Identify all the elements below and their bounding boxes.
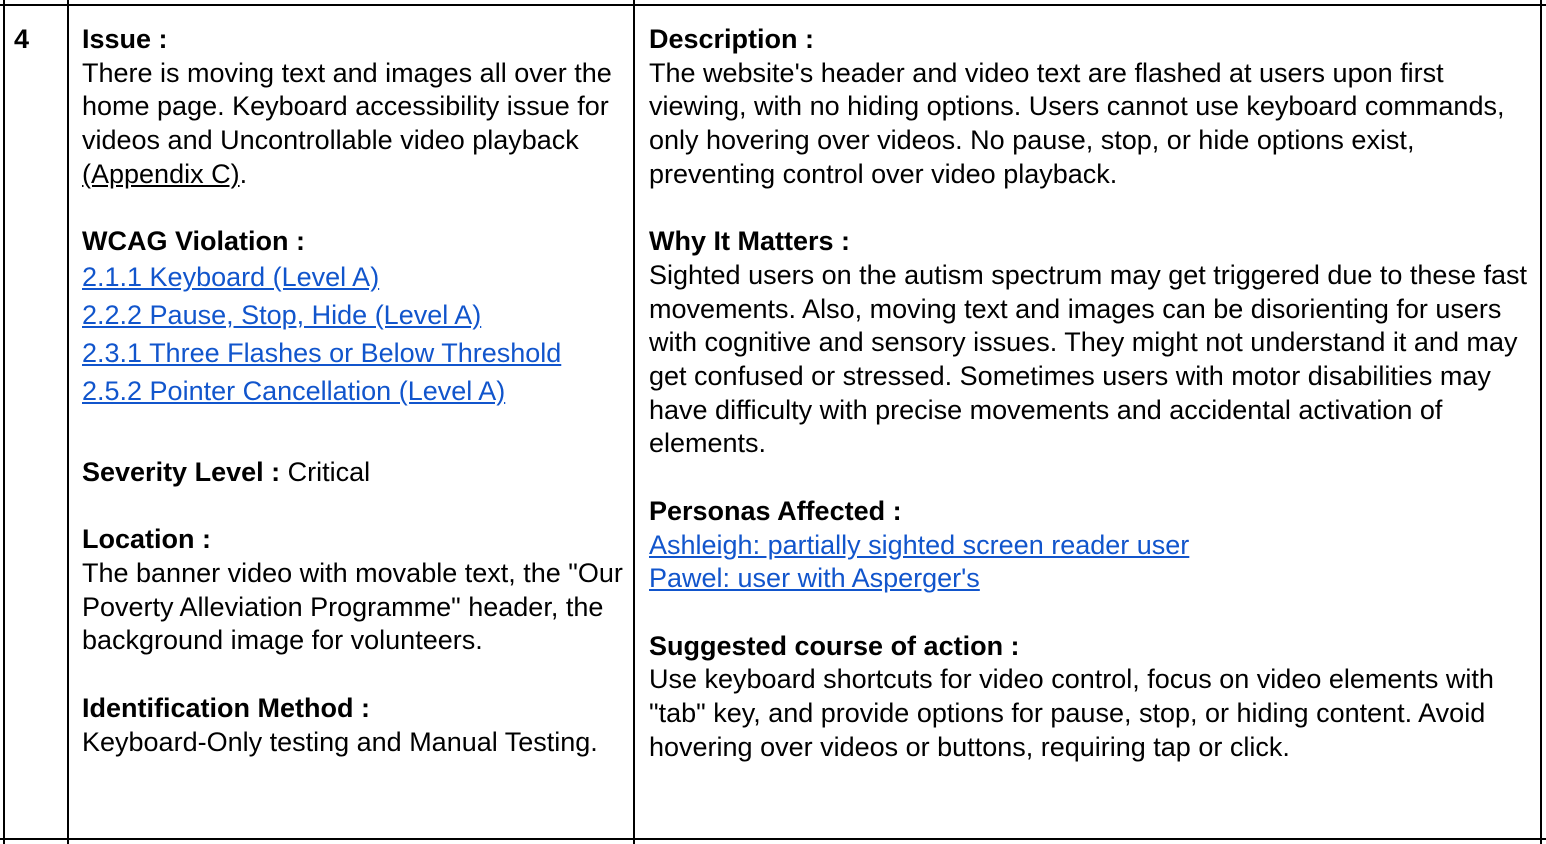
spacer bbox=[649, 596, 1534, 630]
table-right-border bbox=[1540, 0, 1542, 844]
suggested-action-heading: Suggested course of action : bbox=[649, 630, 1020, 661]
issue-details-cell bbox=[82, 23, 627, 759]
spacer bbox=[649, 192, 1534, 226]
identification-text: Keyboard-Only testing and Manual Testing. bbox=[82, 726, 598, 757]
appendix-c-link[interactable]: (Appendix C) bbox=[82, 158, 240, 189]
location-heading: Location : bbox=[82, 524, 211, 555]
severity-section bbox=[82, 456, 627, 490]
persona-link-pawel[interactable]: Pawel: user with Asperger's bbox=[649, 563, 980, 594]
wcag-link-keyboard[interactable]: 2.1.1 Keyboard (Level A) bbox=[82, 261, 380, 292]
location-section bbox=[82, 523, 627, 658]
severity-label: Severity Level : bbox=[82, 456, 281, 487]
suggested-action-section bbox=[649, 630, 1534, 765]
description-section bbox=[649, 23, 1534, 192]
suggested-action-text: Use keyboard shortcuts for video control, focus on video elements with "tab" key, and provide options for pause, stop, or hiding content. Avoid hovering over videos or buttons, requiring tap or click. bbox=[649, 664, 1494, 762]
table-top-border bbox=[0, 4, 1546, 6]
location-text: The banner video with movable text, the "Our Poverty Alleviation Programme" header, the background image for volunteers. bbox=[82, 558, 623, 656]
column-divider-1 bbox=[67, 0, 69, 844]
issue-text-end: . bbox=[239, 158, 248, 189]
wcag-link-three-flashes[interactable]: 2.3.1 Three Flashes or Below Threshold bbox=[82, 337, 562, 368]
table-bottom-border bbox=[0, 838, 1546, 840]
description-text: The website's header and video text are flashed at users upon first viewing, with no hiding options. Users cannot use keyboard commands, only hovering over videos. No pause, stop, or hide options exist, preventing control over video playback. bbox=[649, 57, 1505, 189]
issue-text-body: There is moving text and images all over the home page. Keyboard accessibility issue for videos and Uncontrollable video playback bbox=[82, 57, 612, 156]
spacer bbox=[82, 658, 627, 692]
why-it-matters-heading: Why It Matters : bbox=[649, 226, 851, 257]
identification-section bbox=[82, 692, 627, 759]
personas-heading: Personas Affected : bbox=[649, 495, 902, 526]
why-it-matters-section bbox=[649, 225, 1534, 461]
row-number-cell bbox=[14, 23, 54, 57]
why-it-matters-text: Sighted users on the autism spectrum may get triggered due to these fast movements. Also, moving text and images can be disorienting for users with cognitive and sensory issues. They might not understand it and may get confused or stressed. Sometimes users with motor disabilities may have difficulty with precise movements and accidental activation of elements. bbox=[649, 259, 1527, 459]
wcag-heading: WCAG Violation : bbox=[82, 226, 305, 257]
row-number: 4 bbox=[14, 24, 30, 54]
severity-value: Critical bbox=[280, 456, 371, 487]
personas-section bbox=[649, 495, 1534, 596]
spacer bbox=[82, 192, 627, 226]
issue-section bbox=[82, 23, 627, 192]
column-divider-2 bbox=[633, 0, 635, 844]
description-heading: Description : bbox=[649, 24, 815, 54]
wcag-link-pointer-cancellation[interactable]: 2.5.2 Pointer Cancellation (Level A) bbox=[82, 375, 506, 406]
spacer bbox=[82, 490, 627, 524]
spacer bbox=[649, 461, 1534, 495]
spacer bbox=[82, 411, 627, 456]
issue-heading: Issue : bbox=[82, 24, 168, 54]
persona-link-ashleigh[interactable]: Ashleigh: partially sighted screen reader user bbox=[649, 529, 1190, 560]
issue-text bbox=[82, 57, 627, 192]
wcag-section bbox=[82, 225, 627, 411]
issue-explanation-cell bbox=[649, 23, 1534, 764]
wcag-link-pause-stop-hide[interactable]: 2.2.2 Pause, Stop, Hide (Level A) bbox=[82, 299, 482, 330]
table-left-border bbox=[3, 0, 5, 844]
identification-heading: Identification Method : bbox=[82, 692, 370, 723]
